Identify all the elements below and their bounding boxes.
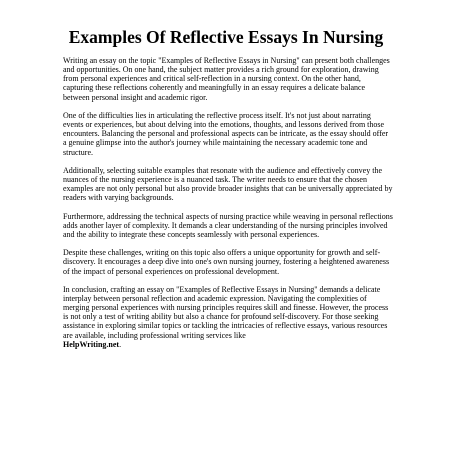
- paragraph-conclusion: [63, 285, 393, 349]
- paragraph-opportunity: Despite these challenges, writing on this topic also offers a unique opportunity for growth and self-discovery. It encourages a deep dive into one's own nursing journey, fostering a heightened awareness of the impact of personal experiences on professional development.: [63, 248, 390, 276]
- paragraph-technical: Furthermore, addressing the technical aspects of nursing practice while weaving in personal reflections adds another layer of complexity. It demands a clear understanding of the nursing principles involved and the ability to integrate these concepts seamlessly with personal experiences.: [63, 211, 393, 239]
- page-title: Examples Of Reflective Essays In Nursing: [68, 27, 384, 47]
- conclusion-text: In conclusion, crafting an essay on "Examples of Reflective Essays in Nursing" demands a delicate interplay between personal reflection and academic expression. Navigating the complexities of merging personal experiences with nursing principles requires skill and finesse. However, the process is not only a test of writing ability but also a chance for profound self-discovery. For those seeking assistance in exploring similar topics or tackling the intricacies of reflective essays, various resources are available, including professional writing services like: [63, 284, 389, 340]
- paragraph-difficulties: One of the difficulties lies in articulating the reflective process itself. It's not just about narrating events or experiences, but about delving into the emotions, thoughts, and lessons derived from those encounters. Balancing the personal and professional aspects can be intricate, as the essay should offer a genuine glimpse into the author's journey while maintaining the necessary academic tone and structure.: [63, 110, 389, 157]
- helpwriting-link[interactable]: HelpWriting.net: [63, 339, 120, 349]
- essay-body: [63, 56, 393, 349]
- conclusion-period: .: [119, 339, 122, 349]
- paragraph-examples: Additionally, selecting suitable examples that resonate with the audience and effectively convey the nuances of the nursing experience is a nuanced task. The writer needs to ensure that the chosen examples are not only personal but also provide broader insights that can be universally appreciated by readers with varying backgrounds.: [63, 165, 393, 203]
- paragraph-intro: Writing an essay on the topic "Examples of Reflective Essays in Nursing" can present both challenges and opportunities. On one hand, the subject matter provides a rich ground for exploration, drawing from personal experiences and critical self-reflection in a nursing context. On the other hand, capturing these reflections coherently and meaningfully in an essay requires a delicate balance between personal insight and academic rigor.: [63, 56, 390, 102]
